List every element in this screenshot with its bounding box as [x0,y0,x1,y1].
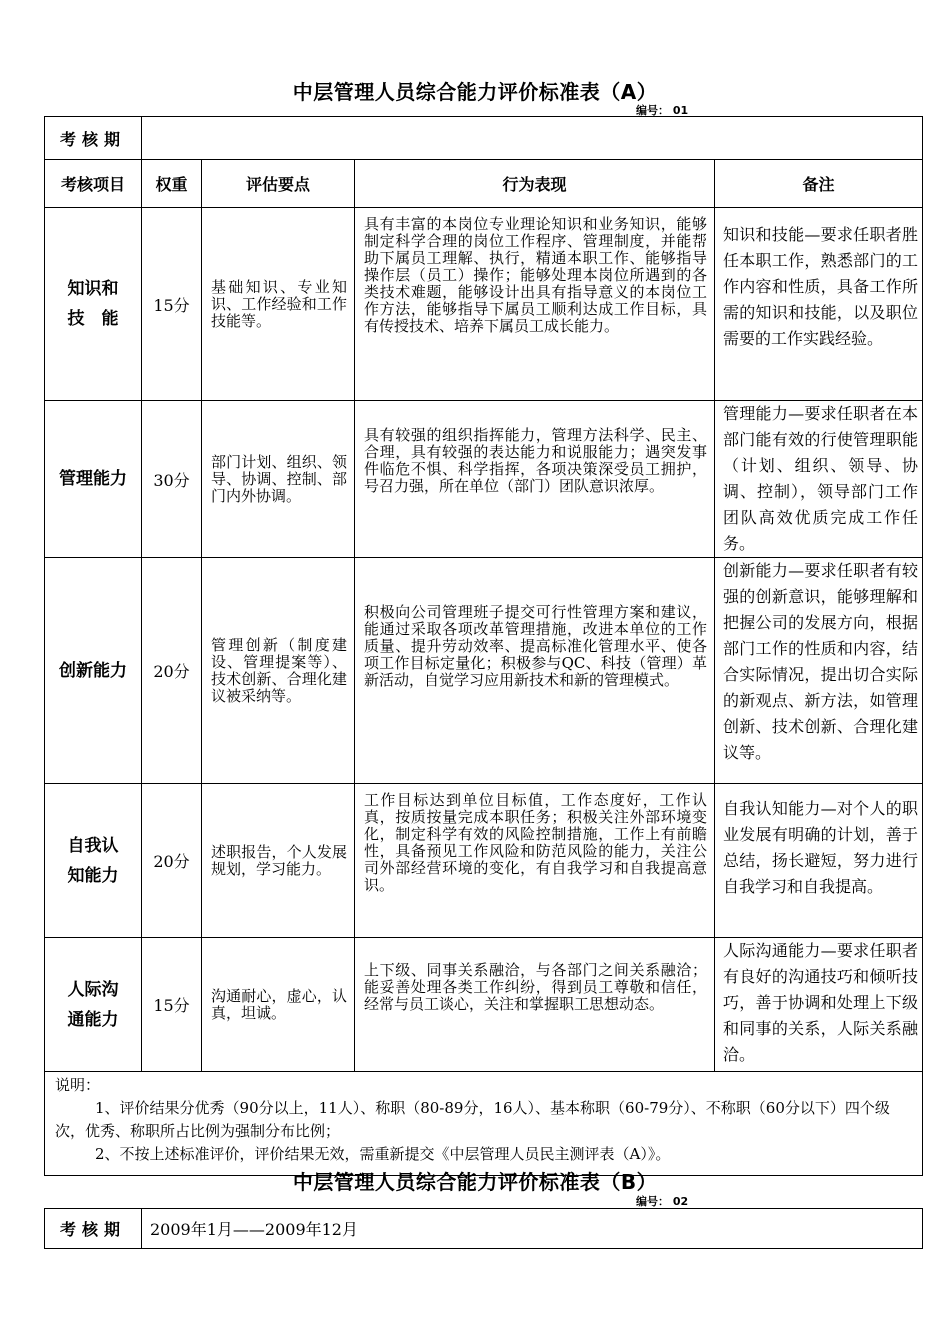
evaluation-table-a [44,116,923,1176]
period-label: 考核期 [45,1209,142,1249]
item-remark: 知识和技能—要求任职者胜任本职工作，熟悉部门的工作内容和性质，具备工作所需的知识和技能，以及职位需要的工作实践经验。 [715,208,923,401]
notes [45,1072,923,1176]
evaluation-table-b [44,1208,923,1249]
item-remark: 创新能力—要求任职者有较强的创新意识，能够理解和把握公司的发展方向，根据部门工作的性质和内容，结合实际情况，提出切合实际的新观点、新方法，如管理创新、技术创新、合理化建议等。 [715,558,923,784]
item-name: 人际沟 通能力 [45,938,142,1072]
notes-row [45,1072,923,1176]
period-label: 考核期 [45,117,142,160]
table-a-code: 编号： 01 [636,104,689,117]
table-b-code: 编号： 02 [636,1195,689,1208]
item-key-points: 沟通耐心，虚心，认真，坦诚。 [202,938,355,1072]
header-remark: 备注 [715,160,923,208]
item-behavior: 工作目标达到单位目标值，工作态度好，工作认真，按质按量完成本职任务；积极关注外部环境变化，制定科学有效的风险控制措施，工作上有前瞻性，具备预见工作风险和防范风险的能力，关注公司外部经营环境的变化，有自我学习和自我提高意识。 [355,784,715,938]
item-behavior: 具有丰富的本岗位专业理论知识和业务知识，能够制定科学合理的岗位工作程序、管理制度，并能帮助下属员工理解、执行，精通本职工作、能够指导操作层（员工）操作；能够处理本岗位所遇到的各类技术难题，能够设计出具有指导意义的本岗位工作方法，能够指导下属员工顺利达成工作目标，具有传授技术、培养下属员工成长能力。 [355,208,715,401]
table-row [45,208,923,401]
table-b-title: 中层管理人员综合能力评价标准表（B） [292,1170,658,1194]
item-key-points: 部门计划、组织、领导、协调、控制、部门内外协调。 [202,401,355,558]
item-behavior: 具有较强的组织指挥能力，管理方法科学、民主、合理，具有较强的表达能力和说服能力；遇突发事件临危不惧、科学指挥，各项决策深受员工拥护，号召力强，所在单位（部门）团队意识浓厚。 [355,401,715,558]
item-weight: 20分 [142,784,202,938]
item-name: 自我认 知能力 [45,784,142,938]
item-remark: 人际沟通能力—要求任职者有良好的沟通技巧和倾听技巧，善于协调和处理上下级和同事的关系，人际关系融洽。 [715,938,923,1072]
period-value: 2009年1月——2009年12月 [142,1209,923,1249]
item-name: 知识和 技 能 [45,208,142,401]
item-weight: 15分 [142,938,202,1072]
item-key-points: 基础知识、专业知识、工作经验和工作技能等。 [202,208,355,401]
item-weight: 15分 [142,208,202,401]
header-row [45,160,923,208]
header-item: 考核项目 [45,160,142,208]
notes-line-1: 1、评价结果分优秀（90分以上，11人）、称职（80-89分，16人）、基本称职（60-79分）、不称职（60分以下）四个级次，优秀、称职所占比例为强制分布比例； [55,1099,890,1140]
notes-heading: 说明： [55,1076,101,1094]
table-row [45,558,923,784]
item-behavior: 积极向公司管理班子提交可行性管理方案和建议，能通过采取各项改革管理措施，改进本单位的工作质量、提升劳动效率、提高标准化管理水平、使各项工作目标定量化；积极参与QC、科技（管理）革新活动，自觉学习应用新技术和新的管理模式。 [355,558,715,784]
header-key-points: 评估要点 [202,160,355,208]
table-row [45,784,923,938]
item-key-points: 管理创新（制度建设、管理提案等）、技术创新、合理化建议被采纳等。 [202,558,355,784]
table-a-title: 中层管理人员综合能力评价标准表（A） [292,80,658,104]
period-value [142,117,923,160]
item-remark: 自我认知能力—对个人的职业发展有明确的计划，善于总结，扬长避短，努力进行自我学习和自我提高。 [715,784,923,938]
table-row [45,938,923,1072]
notes-line-2: 2、不按上述标准评价，评价结果无效，需重新提交《中层管理人员民主测评表（A）》。 [95,1145,671,1163]
period-row [45,1209,923,1249]
item-weight: 20分 [142,558,202,784]
item-behavior: 上下级、同事关系融洽，与各部门之间关系融洽；能妥善处理各类工作纠纷，得到员工尊敬和信任，经常与员工谈心，关注和掌握职工思想动态。 [355,938,715,1072]
item-remark: 管理能力—要求任职者在本部门能有效的行使管理职能（计划、组织、领导、协调、控制），领导部门工作团队高效优质完成工作任务。 [715,401,923,558]
period-row [45,117,923,160]
table-row [45,401,923,558]
item-weight: 30分 [142,401,202,558]
item-key-points: 述职报告，个人发展规划，学习能力。 [202,784,355,938]
item-name: 创新能力 [45,558,142,784]
item-name: 管理能力 [45,401,142,558]
header-behavior: 行为表现 [355,160,715,208]
header-weight: 权重 [142,160,202,208]
